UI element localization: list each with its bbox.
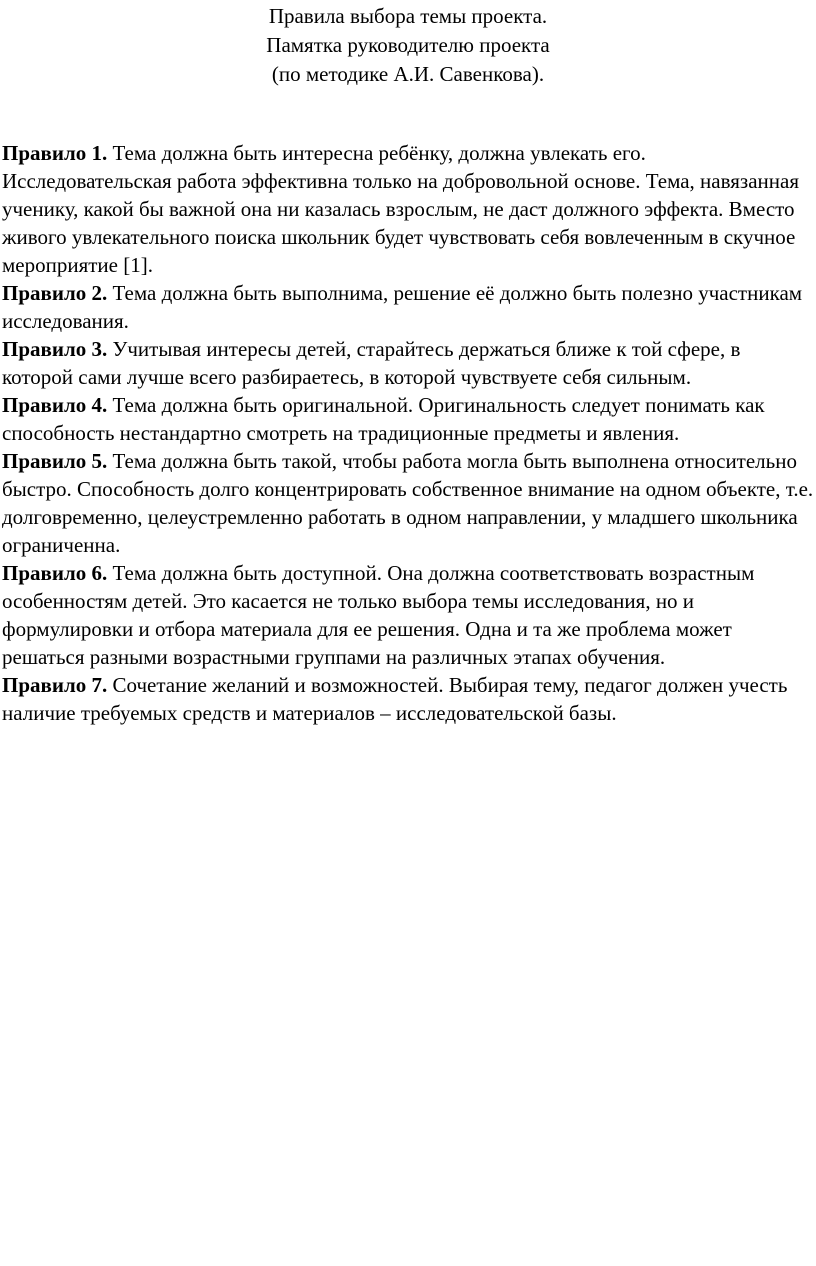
rules-list <box>2 139 814 727</box>
rule-4-text: Тема должна быть оригинальной. Оригинальность следует понимать как способность нестандартно смотреть на традиционные предметы и явления. <box>2 393 765 445</box>
title-line-1: Правила выбора темы проекта. <box>268 4 548 28</box>
rule-3-label: Правило 3. <box>2 337 108 361</box>
rule-4 <box>2 391 814 447</box>
rule-5-label: Правило 5. <box>2 449 108 473</box>
rule-3 <box>2 335 814 391</box>
rule-1-text: Тема должна быть интересна ребёнку, должна увлекать его. Исследовательская работа эффективна только на добровольной основе. Тема, навязанная ученику, какой бы важной она ни казалась взрослым, не даст должного эффекта. Вместо живого увлекательного поиска школьник будет чувствовать себя вовлеченным в скучное мероприятие [1]. <box>2 141 799 277</box>
rule-7 <box>2 671 814 727</box>
title-line-2: Памятка руководителю проекта <box>266 33 550 57</box>
rule-2-label: Правило 2. <box>2 281 108 305</box>
rule-7-label: Правило 7. <box>2 673 108 697</box>
rule-6-text: Тема должна быть доступной. Она должна соответствовать возрастным особенностям детей. Это касается не только выбора темы исследования, но и формулировки и отбора материала для ее решения. Одна и та же проблема может решаться разными возрастными группами на различных этапах обучения. <box>2 561 755 669</box>
rule-1 <box>2 139 814 279</box>
rule-5 <box>2 447 814 559</box>
rule-7-text: Сочетание желаний и возможностей. Выбирая тему, педагог должен учесть наличие требуемых средств и материалов – исследовательской базы. <box>2 673 788 725</box>
rule-3-text: Учитывая интересы детей, старайтесь держаться ближе к той сфере, в которой сами лучше всего разбираетесь, в которой чувствуете себя сильным. <box>2 337 741 389</box>
rule-5-text: Тема должна быть такой, чтобы работа могла быть выполнена относительно быстро. Способность долго концентрировать собственное внимание на одном объекте, т.е. долговременно, целеустремленно работать в одном направлении, у младшего школьника ограниченна. <box>2 449 814 557</box>
rule-1-label: Правило 1. <box>2 141 108 165</box>
rule-4-label: Правило 4. <box>2 393 108 417</box>
title-line-3: (по методике А.И. Савенкова). <box>271 62 545 86</box>
rule-2 <box>2 279 814 335</box>
rule-6 <box>2 559 814 671</box>
document-title <box>0 2 816 89</box>
rule-2-text: Тема должна быть выполнима, решение её должно быть полезно участникам исследования. <box>2 281 803 333</box>
rule-6-label: Правило 6. <box>2 561 108 585</box>
